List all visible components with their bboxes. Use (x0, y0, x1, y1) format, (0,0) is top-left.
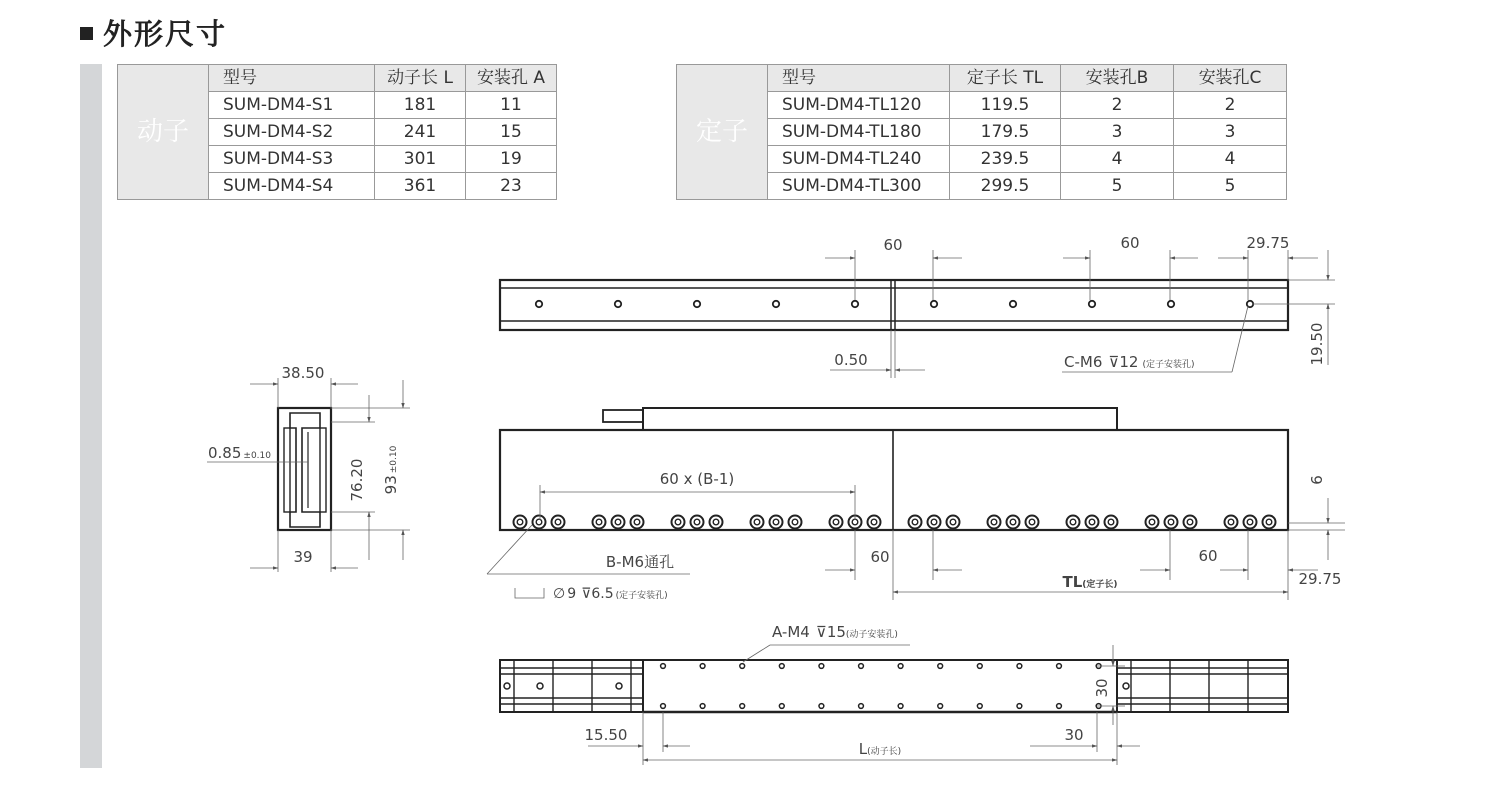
hole-callout: A-M4 ⊽15(动子安装孔) (772, 623, 898, 641)
table-cell: SUM-DM4-S1 (209, 92, 375, 119)
mover-bottom-holes (661, 664, 1101, 709)
counterbore-hole-inner (931, 519, 937, 525)
counterbore-hole-inner (596, 519, 602, 525)
counterbore-hole (1146, 516, 1159, 529)
dim-label: 30 (1064, 726, 1084, 744)
mounting-hole (931, 301, 937, 307)
table-cell: 299.5 (950, 173, 1061, 200)
mounting-hole (615, 301, 621, 307)
counterbore-hole-inner (991, 519, 997, 525)
stator-end-hole (504, 683, 510, 689)
table-cell: 301 (375, 146, 466, 173)
stator-end-hole (616, 683, 622, 689)
table-cell: 19 (466, 146, 557, 173)
mover-hole (938, 704, 943, 709)
table-cell: SUM-DM4-TL300 (768, 173, 950, 200)
counterbore-hole-inner (754, 519, 760, 525)
table-cell: 181 (375, 92, 466, 119)
counterbore-hole-inner (1247, 519, 1253, 525)
counterbore-hole (612, 516, 625, 529)
table-cell: 239.5 (950, 146, 1061, 173)
counterbore-hole (1067, 516, 1080, 529)
counterbore-hole-inner (713, 519, 719, 525)
table-cell: 119.5 (950, 92, 1061, 119)
counterbore-hole (770, 516, 783, 529)
table-cell: 4 (1174, 146, 1287, 173)
counterbore-hole-inner (912, 519, 918, 525)
mover-hole (1017, 704, 1022, 709)
counterbore-hole (928, 516, 941, 529)
counterbore-hole-inner (871, 519, 877, 525)
stator-front-holes (514, 516, 1276, 529)
mover-hole (661, 704, 666, 709)
dim-label: 39 (293, 548, 313, 566)
dim-label: L(动子长) (858, 740, 902, 758)
counterbore-hole-inner (675, 519, 681, 525)
table-header: 安装孔 A (466, 65, 557, 92)
counterbore-hole (1165, 516, 1178, 529)
mover-hole (740, 664, 745, 669)
counterbore-hole-inner (1070, 519, 1076, 525)
counterbore-hole (672, 516, 685, 529)
dim-label: 76.20 (348, 458, 366, 502)
table-cell: 3 (1061, 119, 1174, 146)
mover-hole (898, 704, 903, 709)
counterbore-hole-inner (1089, 519, 1095, 525)
dim-label: 60 (870, 548, 890, 566)
section-title: 外形尺寸 (80, 12, 227, 53)
table-cell: 3 (1174, 119, 1287, 146)
mounting-hole (1089, 301, 1095, 307)
dim-label: TL(定子长) (1062, 573, 1118, 591)
mover-hole (1017, 664, 1022, 669)
counterbore-hole (1263, 516, 1276, 529)
tolerance-label: 0.85 ±0.10 (208, 444, 271, 462)
tolerance-label: 93±0.10 (382, 445, 400, 495)
mounting-hole (773, 301, 779, 307)
counterbore-hole-inner (773, 519, 779, 525)
counterbore-hole (514, 516, 527, 529)
counterbore-hole (710, 516, 723, 529)
counterbore-hole-inner (1187, 519, 1193, 525)
table-cell: 2 (1174, 92, 1287, 119)
mover-hole (1057, 704, 1062, 709)
counterbore-hole (593, 516, 606, 529)
table-cell: 2 (1061, 92, 1174, 119)
counterbore-hole-inner (1266, 519, 1272, 525)
mounting-hole (1168, 301, 1174, 307)
dim-label: 60 (1120, 234, 1140, 252)
table-cell: SUM-DM4-S2 (209, 119, 375, 146)
mounting-hole (536, 301, 542, 307)
counterbore-hole-inner (1108, 519, 1114, 525)
counterbore-hole-inner (1010, 519, 1016, 525)
table-cell: 361 (375, 173, 466, 200)
mover-hole (977, 664, 982, 669)
front-view-dim-lines (487, 485, 1345, 600)
counterbore-hole-inner (1029, 519, 1035, 525)
counterbore-hole (1105, 516, 1118, 529)
dim-label: 60 (1198, 547, 1218, 565)
hole-callout: C-M6 ⊽12 (定子安装孔) (1064, 353, 1195, 371)
mover-hole (700, 704, 705, 709)
mover-hole (1057, 664, 1062, 669)
counterbore-hole (631, 516, 644, 529)
counterbore-hole (947, 516, 960, 529)
mover-category-cell: 动子 (118, 65, 209, 200)
table-cell: SUM-DM4-TL240 (768, 146, 950, 173)
dim-label: 15.50 (584, 726, 628, 744)
table-cell: 5 (1174, 173, 1287, 200)
counterbore-hole (988, 516, 1001, 529)
counterbore-hole-inner (1149, 519, 1155, 525)
counterbore-hole-inner (517, 519, 523, 525)
bottom-stator-ends (500, 660, 1288, 712)
mover-hole (779, 704, 784, 709)
stator-end-hole (1123, 683, 1129, 689)
dim-label: 29.75 (1298, 570, 1342, 588)
dim-label: 60 x (B-1) (659, 470, 735, 488)
table-header: 型号 (209, 65, 375, 92)
counterbore-hole-inner (852, 519, 858, 525)
dim-label: 30 (1093, 678, 1111, 698)
counterbore-hole-inner (950, 519, 956, 525)
mover-hole (779, 664, 784, 669)
mounting-hole (852, 301, 858, 307)
dim-label: 0.50 (834, 351, 868, 369)
dim-label: 29.75 (1246, 234, 1290, 252)
counterbore-hole-inner (555, 519, 561, 525)
counterbore-hole (789, 516, 802, 529)
mover-hole (859, 664, 864, 669)
counterbore-hole-inner (833, 519, 839, 525)
table-cell: SUM-DM4-S4 (209, 173, 375, 200)
counterbore-hole (1007, 516, 1020, 529)
table-cell: 15 (466, 119, 557, 146)
dim-label: 6 (1308, 475, 1326, 485)
mover-hole (859, 704, 864, 709)
dim-label: 19.50 (1308, 322, 1326, 366)
table-header: 定子长 TL (950, 65, 1061, 92)
mounting-hole (1010, 301, 1016, 307)
table-cell: SUM-DM4-TL180 (768, 119, 950, 146)
counterbore-hole-inner (694, 519, 700, 525)
table-cell: SUM-DM4-S3 (209, 146, 375, 173)
mounting-hole (694, 301, 700, 307)
counterbore-hole (1225, 516, 1238, 529)
mover-hole (740, 704, 745, 709)
counterbore-hole (1244, 516, 1257, 529)
counterbore-hole-inner (1168, 519, 1174, 525)
counterbore-hole (1086, 516, 1099, 529)
mover-hole (938, 664, 943, 669)
counterbore-hole (909, 516, 922, 529)
side-view (278, 408, 331, 530)
table-cell: SUM-DM4-TL120 (768, 92, 950, 119)
stator-end-hole (537, 683, 543, 689)
counterbore-hole-inner (536, 519, 542, 525)
table-header: 安装孔C (1174, 65, 1287, 92)
mover-hole (700, 664, 705, 669)
stator-category-cell: 定子 (677, 65, 768, 200)
mover-hole (819, 704, 824, 709)
counterbore-hole (830, 516, 843, 529)
hole-callout: B-M6通孔 (605, 553, 675, 571)
table-header: 动子长 L (375, 65, 466, 92)
table-cell: 5 (1061, 173, 1174, 200)
table-header: 安装孔B (1061, 65, 1174, 92)
counterbore-hole (1184, 516, 1197, 529)
counterbore-hole-inner (792, 519, 798, 525)
table-cell: 11 (466, 92, 557, 119)
counterbore-hole-inner (634, 519, 640, 525)
table-cell: 241 (375, 119, 466, 146)
mover-hole (977, 704, 982, 709)
dim-label: 38.50 (281, 364, 325, 382)
counterbore-callout: ∅ 9 ⊽6.5 (定子安装孔) (553, 586, 668, 602)
counterbore-hole (868, 516, 881, 529)
counterbore-hole (552, 516, 565, 529)
counterbore-hole (533, 516, 546, 529)
counterbore-hole (691, 516, 704, 529)
dim-label: 60 (883, 236, 903, 254)
table-cell: 23 (466, 173, 557, 200)
mover-hole (819, 664, 824, 669)
counterbore-hole-inner (1228, 519, 1234, 525)
table-header: 型号 (768, 65, 950, 92)
counterbore-hole (751, 516, 764, 529)
counterbore-hole-inner (615, 519, 621, 525)
mover-hole (661, 664, 666, 669)
front-view (500, 408, 1288, 530)
counterbore-hole (1026, 516, 1039, 529)
table-cell: 179.5 (950, 119, 1061, 146)
table-cell: 4 (1061, 146, 1174, 173)
mover-hole (898, 664, 903, 669)
